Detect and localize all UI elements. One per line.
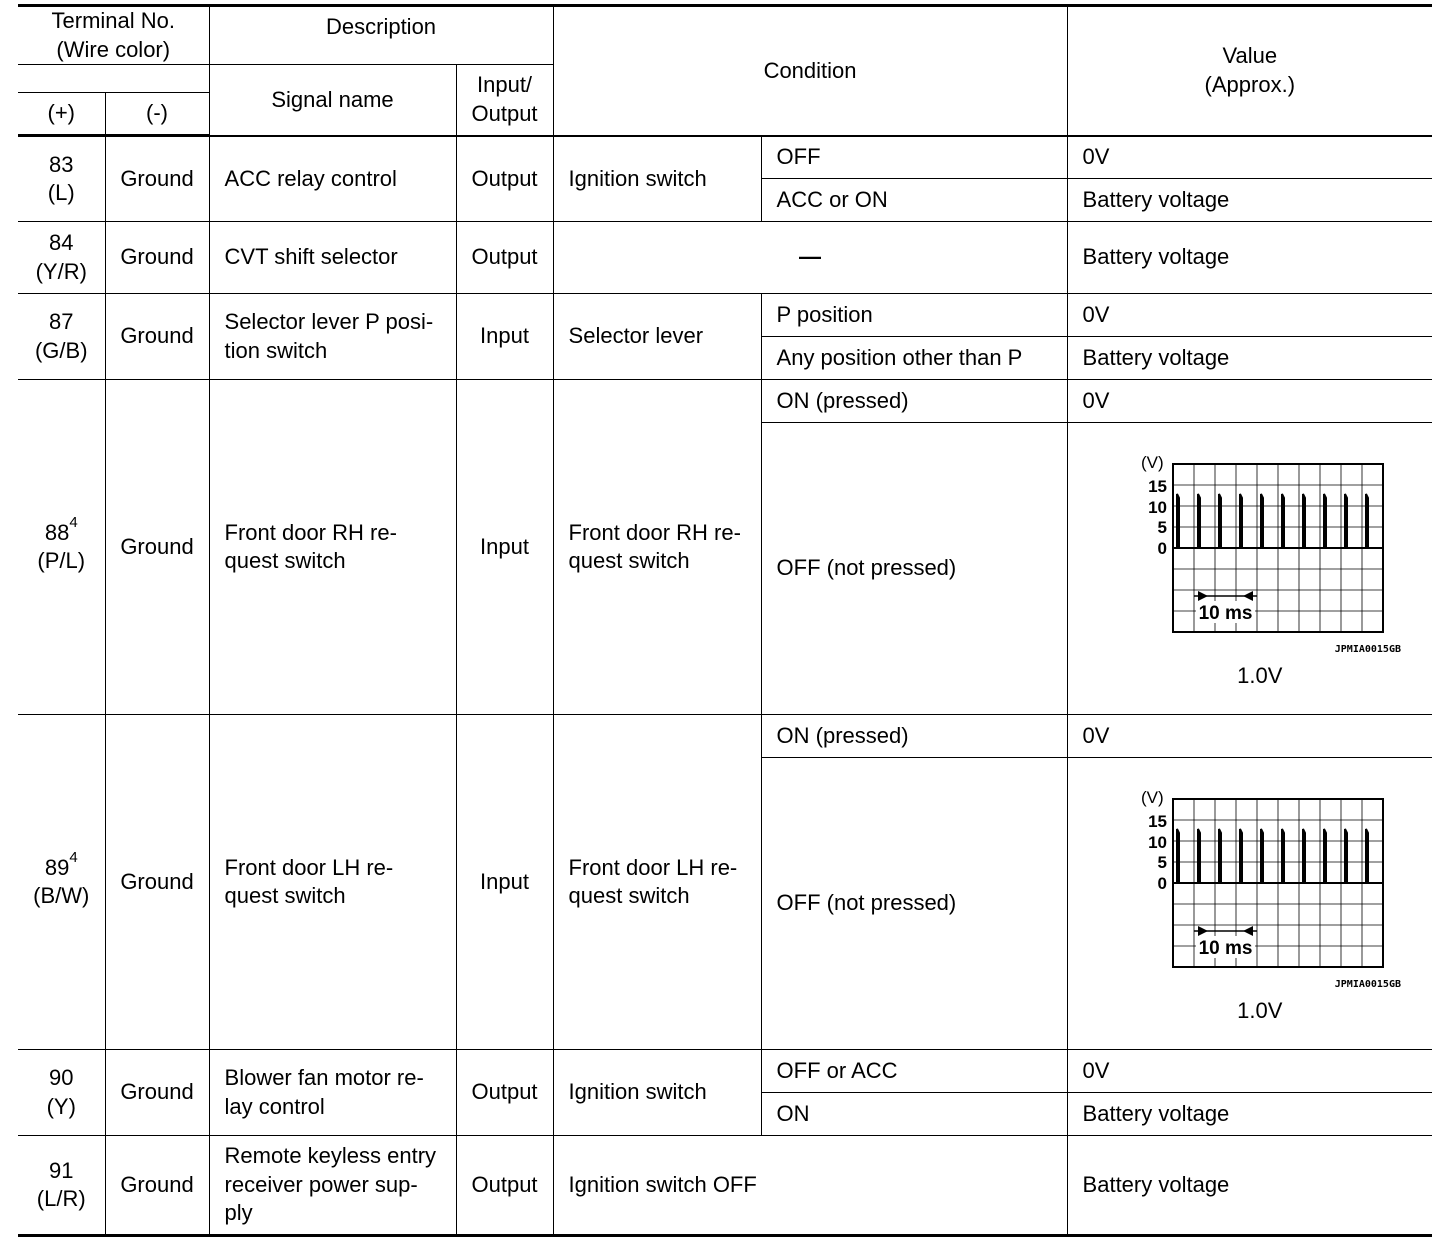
ground-cell: Ground [105,222,209,294]
terminal-number: 89 [44,854,70,880]
wire-color: (L) [47,180,75,206]
header-terminal-no-label: Terminal No. [51,8,175,33]
signal-name-cell [209,1050,456,1136]
time-scale-label: 10 ms [1198,938,1253,960]
wire-color: (Y/R) [35,258,87,284]
value-cell: 0V [1067,294,1432,337]
terminal-number: 91 [49,1157,74,1183]
y-tick-label: 0 [1157,874,1167,894]
header-condition: Condition [553,6,1067,136]
y-tick-label: 10 [1147,498,1167,518]
ground-cell: Ground [105,136,209,222]
value-cell [1067,423,1432,715]
y-tick-label: 0 [1157,539,1167,559]
signal-name-cell [209,715,456,1050]
wire-color: (P/L) [37,548,86,574]
terminal-number: 84 [49,230,74,256]
condition-cell: Ignition switch [553,136,761,222]
waveform-value: 1.0V [1237,998,1283,1024]
wire-color: (L/R) [36,1186,86,1212]
header-value-label: Value [1222,43,1278,69]
io-cell: Output [456,222,553,294]
signal-name-line: Front door LH re- [224,854,394,880]
header-signal-name: Signal name [209,65,456,136]
ground-cell: Ground [105,294,209,380]
condition-cell [553,380,761,715]
signal-name-line: quest switch [224,883,346,909]
footnote-marker: 4 [69,848,78,866]
value-cell: 0V [1067,715,1432,758]
signal-name-line: Selector lever P posi- [224,309,434,335]
time-scale-label: 10 ms [1198,603,1253,625]
header-spacer [18,65,209,93]
signal-name-cell: CVT shift selector [209,222,456,294]
terminal-number: 88 [44,519,70,545]
terminal-number: 90 [49,1065,74,1091]
signal-name-cell [209,380,456,715]
y-tick-label: 5 [1157,853,1167,873]
figure-code: JPMIA0015GB [1334,979,1401,991]
condition-cell [553,715,761,1050]
condition-cell: Ignition switch [553,1050,761,1136]
y-tick-label: 15 [1147,812,1167,832]
value-cell: 0V [1067,136,1432,179]
value-cell: 0V [1067,380,1432,423]
sub-condition-cell: OFF or ACC [761,1050,1067,1093]
sub-condition-cell: OFF (not pressed) [761,423,1067,715]
header-io-label-1: Input/ [477,72,533,98]
value-cell: Battery voltage [1067,337,1432,380]
condition-line: quest switch [568,548,690,574]
header-approx-label: (Approx.) [1204,71,1296,97]
y-axis-unit: (V) [1140,788,1164,808]
footnote-marker: 4 [69,513,78,531]
waveform-chart [1095,446,1405,656]
header-wire-color-label: (Wire color) [56,36,171,62]
ground-cell: Ground [105,1136,209,1236]
terminal-cell [18,380,105,715]
ground-cell: Ground [105,380,209,715]
terminal-cell [18,715,105,1050]
sub-condition-cell: OFF (not pressed) [761,758,1067,1050]
waveform-chart [1095,781,1405,991]
y-tick-label: 10 [1147,833,1167,853]
io-cell: Input [456,380,553,715]
condition-line: quest switch [568,883,690,909]
terminal-cell [18,136,105,222]
sub-condition-cell: ON (pressed) [761,715,1067,758]
header-input-output [456,65,553,136]
sub-condition-cell: ON (pressed) [761,380,1067,423]
y-tick-label: 5 [1157,518,1167,538]
value-cell [1067,758,1432,1050]
header-minus: (-) [105,93,209,136]
header-terminal-no [18,6,209,65]
sub-condition-cell: Any position other than P [761,337,1067,380]
condition-cell: Ignition switch OFF [553,1136,1067,1236]
io-cell: Input [456,294,553,380]
terminal-cell [18,1136,105,1236]
terminal-table [18,4,1432,1237]
condition-line: Front door LH re- [568,854,738,880]
terminal-number: 87 [49,309,74,335]
signal-name-line: receiver power sup- [224,1171,418,1197]
y-axis-unit: (V) [1140,453,1164,473]
wire-color: (Y) [46,1093,76,1119]
signal-name-cell: ACC relay control [209,136,456,222]
signal-name-line: ply [224,1200,253,1226]
signal-name-line: lay control [224,1093,325,1119]
value-cell: 0V [1067,1050,1432,1093]
ground-cell: Ground [105,715,209,1050]
signal-name-line: Front door RH re- [224,519,397,545]
signal-name-line: Remote keyless entry [224,1143,437,1169]
y-tick-label: 15 [1147,477,1167,497]
waveform-value: 1.0V [1237,663,1283,689]
condition-cell: Selector lever [553,294,761,380]
sub-condition-cell: ON [761,1093,1067,1136]
io-cell: Output [456,1050,553,1136]
signal-name-cell [209,294,456,380]
signal-name-cell [209,1136,456,1236]
io-cell: Input [456,715,553,1050]
terminal-cell [18,1050,105,1136]
wire-color: (B/W) [33,883,90,909]
wire-color: (G/B) [34,337,88,363]
header-description: Description [209,6,553,65]
condition-cell: — [553,222,1067,294]
waveform-figure [1095,446,1405,691]
value-cell: Battery voltage [1067,1093,1432,1136]
io-cell: Output [456,1136,553,1236]
terminal-cell [18,294,105,380]
figure-code: JPMIA0015GB [1334,644,1401,656]
header-io-label-2: Output [471,100,538,126]
signal-name-line: quest switch [224,548,346,574]
condition-line: Front door RH re- [568,519,741,545]
signal-name-line: Blower fan motor re- [224,1065,424,1091]
ground-cell: Ground [105,1050,209,1136]
value-cell: Battery voltage [1067,222,1432,294]
value-cell: Battery voltage [1067,1136,1432,1236]
terminal-cell [18,222,105,294]
header-plus: (+) [18,93,105,136]
sub-condition-cell: P position [761,294,1067,337]
value-cell: Battery voltage [1067,179,1432,222]
io-cell: Output [456,136,553,222]
sub-condition-cell: ACC or ON [761,179,1067,222]
terminal-number: 83 [49,151,74,177]
header-value [1067,6,1432,136]
waveform-figure [1095,781,1405,1026]
signal-name-line: tion switch [224,337,328,363]
sub-condition-cell: OFF [761,136,1067,179]
